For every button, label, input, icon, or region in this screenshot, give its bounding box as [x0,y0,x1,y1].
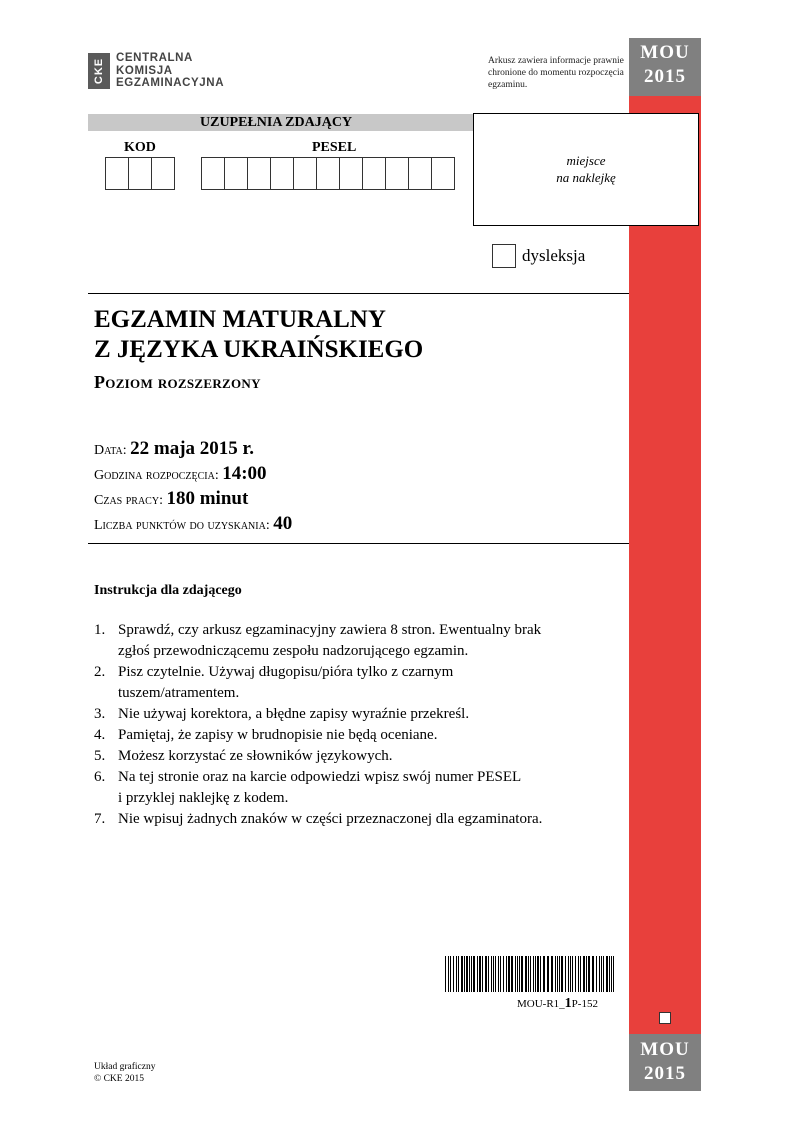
barcode-prefix: MOU-R1_ [517,998,565,1010]
instruction-item [94,662,614,704]
barcode-bar [485,956,487,992]
instruction-item [94,767,614,809]
pesel-cell[interactable] [293,157,317,190]
barcode-bar [592,956,594,992]
barcode-bar [570,956,571,992]
barcode-bar [473,956,475,992]
footer-line-2: © CKE 2015 [94,1074,144,1084]
barcode-bar [561,956,563,992]
barcode-bar [559,956,560,992]
pesel-cell[interactable] [431,157,455,190]
pesel-cell[interactable] [224,157,248,190]
barcode-bar [456,956,457,992]
pesel-cell[interactable] [270,157,294,190]
sticker-line-1: miejsce [566,153,606,168]
instruction-item [94,746,614,767]
barcode-bar [572,956,573,992]
duration-label: Czas pracy: [94,493,163,508]
barcode-bar [611,956,612,992]
instruction-item [94,704,614,725]
instruction-number: 2. [94,664,106,680]
instruction-item [94,809,614,830]
barcode-bar [568,956,569,992]
dyslexia-label: dysleksja [522,246,586,265]
divider-top [88,293,629,294]
logo-line-3: EGZAMINACYJNA [116,77,225,89]
barcode-bar [471,956,472,992]
barcode-bar [530,956,531,992]
barcode-bar [469,956,470,992]
exam-date [94,438,254,460]
barcode-bar [586,956,587,992]
barcode-bar [603,956,604,992]
instruction-number: 3. [94,706,106,722]
barcode-bar [588,956,590,992]
points-label: Liczba punktów do uzyskania: [94,518,270,533]
instruction-number: 7. [94,811,106,827]
sticker-line-2: na naklejkę [556,170,616,185]
barcode-bar [601,956,602,992]
instruction-text: Nie wpisuj żadnych znaków w części przeznaczonej dla egzaminatora. [118,811,543,827]
barcode-bar [517,956,518,992]
exam-title-line-2: Z JĘZYKA UKRAIŃSKIEGO [94,336,424,363]
instruction-text: Pamiętaj, że zapisy w brudnopisie nie będą oceniane. [118,727,438,743]
legal-notice: Arkusz zawiera informacje prawnie chronione do momentu rozpoczęcia egzaminu. [488,56,624,90]
barcode-bar [540,956,541,992]
barcode-bar [498,956,499,992]
barcode-variant: 1 [564,996,572,1011]
instruction-text: Pisz czytelnie. Używaj długopisu/pióra tylko z czarnym tuszem/atramentem. [118,664,454,701]
exam-code-bottom [629,1034,701,1091]
barcode-bar [500,956,501,992]
barcode-bar [453,956,454,992]
exam-points [94,513,292,535]
barcode-suffix: P-152 [571,998,598,1010]
barcode-bar [555,956,556,992]
barcode-bar [583,956,585,992]
exam-duration [94,488,248,510]
barcode-bar [491,956,492,992]
pesel-cell[interactable] [316,157,340,190]
barcode-bar [575,956,576,992]
marker-square [659,1012,671,1024]
points-value: 40 [273,513,293,534]
barcode-bar [580,956,581,992]
start-value: 14:00 [222,463,267,484]
kod-cell[interactable] [151,157,175,190]
barcode-bar [506,956,507,992]
instruction-text: Na tej stronie oraz na karcie odpowiedzi wpisz swój numer PESEL i przyklej naklejkę z kodem. [118,769,522,806]
exam-code-year: 2015 [644,1063,686,1084]
barcode-bar [525,956,527,992]
barcode-bar [458,956,459,992]
barcode-bar [464,956,465,992]
instruction-number: 1. [94,622,106,638]
barcode-bar [511,956,513,992]
barcode-bar [482,956,483,992]
footer-credit [94,1061,155,1085]
barcode-bar [493,956,494,992]
barcode-bar [503,956,504,992]
exam-code-top [629,38,701,96]
barcode-bar [515,956,516,992]
barcode-bar [609,956,610,992]
barcode-bar [596,956,597,992]
sticker-placeholder [473,113,699,226]
kod-cell[interactable] [105,157,129,190]
barcode-bar [445,956,446,992]
pesel-cell[interactable] [362,157,386,190]
kod-cell[interactable] [128,157,152,190]
barcode-bar [528,956,529,992]
pesel-label: PESEL [312,140,357,155]
instruction-number: 5. [94,748,106,764]
barcode [445,956,617,992]
barcode-bar [606,956,608,992]
instruction-number: 4. [94,727,106,743]
instruction-number: 6. [94,769,106,785]
barcode-bar [488,956,489,992]
pesel-cell[interactable] [408,157,432,190]
footer-line-1: Układ graficzny [94,1062,156,1072]
logo-line-2: KOMISJA [116,64,173,77]
barcode-bar [557,956,558,992]
date-label: Data: [94,443,127,458]
barcode-bar [537,956,539,992]
exam-title-line-1: EGZAMIN MATURALNY [94,306,386,333]
barcode-bar [565,956,566,992]
exam-level: Poziom rozszerzony [94,372,261,392]
instructions-list [94,620,614,830]
cke-logo-mark: CKE [88,53,110,89]
exam-code-name: MOU [640,1039,690,1060]
red-side-strip [629,96,701,1034]
exam-start-time [94,463,267,485]
barcode-bar [533,956,534,992]
cke-logo-text [116,52,224,90]
barcode-bar [535,956,536,992]
barcode-bar [495,956,496,992]
duration-value: 180 minut [166,488,249,509]
pesel-cell[interactable] [247,157,271,190]
instruction-item [94,725,614,746]
exam-title [94,305,423,365]
pesel-cell[interactable] [385,157,409,190]
date-value: 22 maja 2015 r. [130,438,254,459]
logo-line-1: CENTRALNA [116,52,193,64]
barcode-bar [466,956,468,992]
barcode-bar [578,956,579,992]
barcode-bar [551,956,553,992]
barcode-bar [461,956,463,992]
pesel-cell[interactable] [201,157,225,190]
kod-label: KOD [124,140,156,155]
fill-in-header: UZUPEŁNIA ZDAJĄCY [88,114,473,131]
instruction-text: Sprawdź, czy arkusz egzaminacyjny zawiera 8 stron. Ewentualny brak zgłoś przewodniczącemu zespołu nadzorującego egzamin. [118,622,542,659]
barcode-bar [519,956,520,992]
instruction-text: Możesz korzystać ze słowników językowych. [118,748,393,764]
exam-code-name: MOU [640,42,690,63]
start-label: Godzina rozpoczęcia: [94,468,219,483]
barcode-bar [599,956,600,992]
barcode-bar [479,956,481,992]
barcode-bar [477,956,478,992]
instruction-text: Nie używaj korektora, a błędne zapisy wyraźnie przekreśl. [118,706,470,722]
barcode-bar [521,956,523,992]
instruction-item [94,620,614,662]
dyslexia-checkbox[interactable] [492,244,516,268]
barcode-bar [547,956,549,992]
kod-input-cells[interactable] [106,157,175,190]
instructions-title: Instrukcja dla zdającego [94,583,242,598]
barcode-bar [508,956,510,992]
divider-bottom [88,543,629,544]
barcode-code [517,996,598,1012]
barcode-bar [448,956,449,992]
barcode-bar [543,956,545,992]
exam-code-year: 2015 [644,66,686,87]
pesel-input-cells[interactable] [202,157,455,190]
pesel-cell[interactable] [339,157,363,190]
barcode-bar [613,956,614,992]
barcode-bar [450,956,451,992]
